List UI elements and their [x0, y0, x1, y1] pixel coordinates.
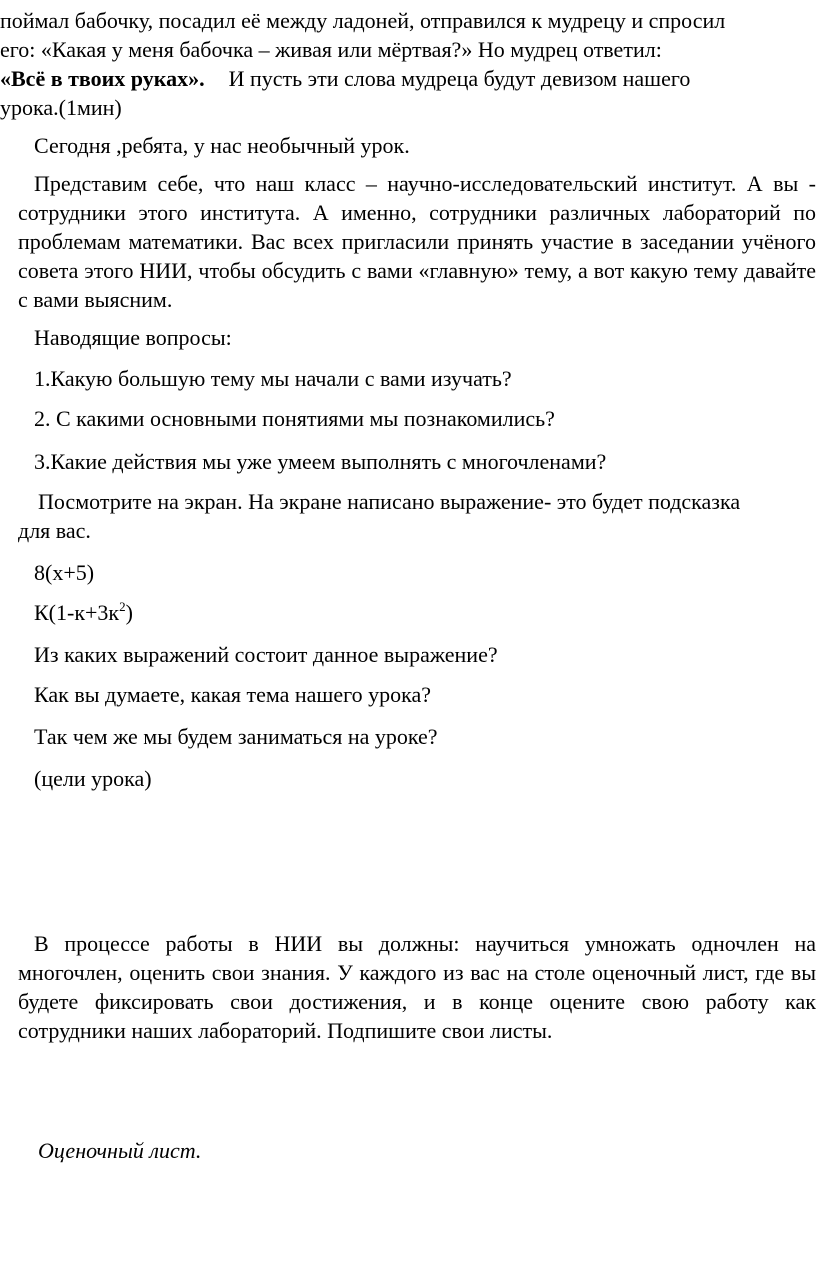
- process-paragraph: В процессе работы в НИИ вы должны: научиться умножать одночлен на многочлен, оценить свои знания. У каждого из вас на столе оценочный лист, где вы будете фиксировать свои достижения, и в конце оцените свою работу как сотрудники наших лабораторий. Подпишите свои листы.: [18, 931, 816, 1043]
- intro-line-4: урока.(1мин): [0, 95, 122, 120]
- screen-line-2: для вас.: [18, 518, 91, 543]
- question-3: 3.Какие действия мы уже умеем выполнять с многочленами?: [34, 449, 607, 474]
- motto-quote: «Всё в твоих руках».: [0, 66, 205, 91]
- today-paragraph: Сегодня ,ребята, у нас необычный урок.: [34, 133, 410, 158]
- goals-note: (цели урока): [34, 766, 152, 791]
- expression-2-base: К(1-к+3к: [34, 600, 120, 625]
- expression-2-exponent: 2: [119, 598, 126, 614]
- intro-line-3: [0, 64, 690, 93]
- intro-line-3-rest: И пусть эти слова мудреца будут девизом нашего: [228, 66, 691, 91]
- expression-1: 8(х+5): [34, 560, 95, 585]
- expression-2-close: ): [125, 600, 133, 625]
- guiding-questions-title: Наводящие вопросы:: [34, 325, 232, 350]
- intro-line-2: его: «Какая у меня бабочка – живая или мёртвая?» Но мудрец ответил:: [0, 37, 662, 62]
- question-2: 2. С какими основными понятиями мы познакомились?: [34, 406, 555, 431]
- question-1: 1.Какую большую тему мы начали с вами изучать?: [34, 366, 512, 391]
- screen-line-1: Посмотрите на экран. На экране написано выражение- это будет подсказка: [38, 489, 741, 514]
- imagine-paragraph: Представим себе, что наш класс – научно-исследовательский институт. А вы - сотрудники этого института. А именно, сотрудники различных лабораторий по проблемам математики. Вас всех пригласили принять участие в заседании учёного совета этого НИИ, чтобы обсудить с вами «главную» тему, а вот какую тему давайте с вами выясним.: [18, 171, 816, 312]
- question-what: Так чем же мы будем заниматься на уроке?: [34, 724, 438, 749]
- intro-line-1: поймал бабочку, посадил её между ладоней, отправился к мудрецу и спросил: [0, 8, 726, 33]
- question-consists: Из каких выражений состоит данное выражение?: [34, 642, 498, 667]
- question-topic: Как вы думаете, какая тема нашего урока?: [34, 682, 431, 707]
- expression-2: [34, 598, 133, 627]
- assessment-sheet-title: Оценочный лист.: [38, 1138, 202, 1163]
